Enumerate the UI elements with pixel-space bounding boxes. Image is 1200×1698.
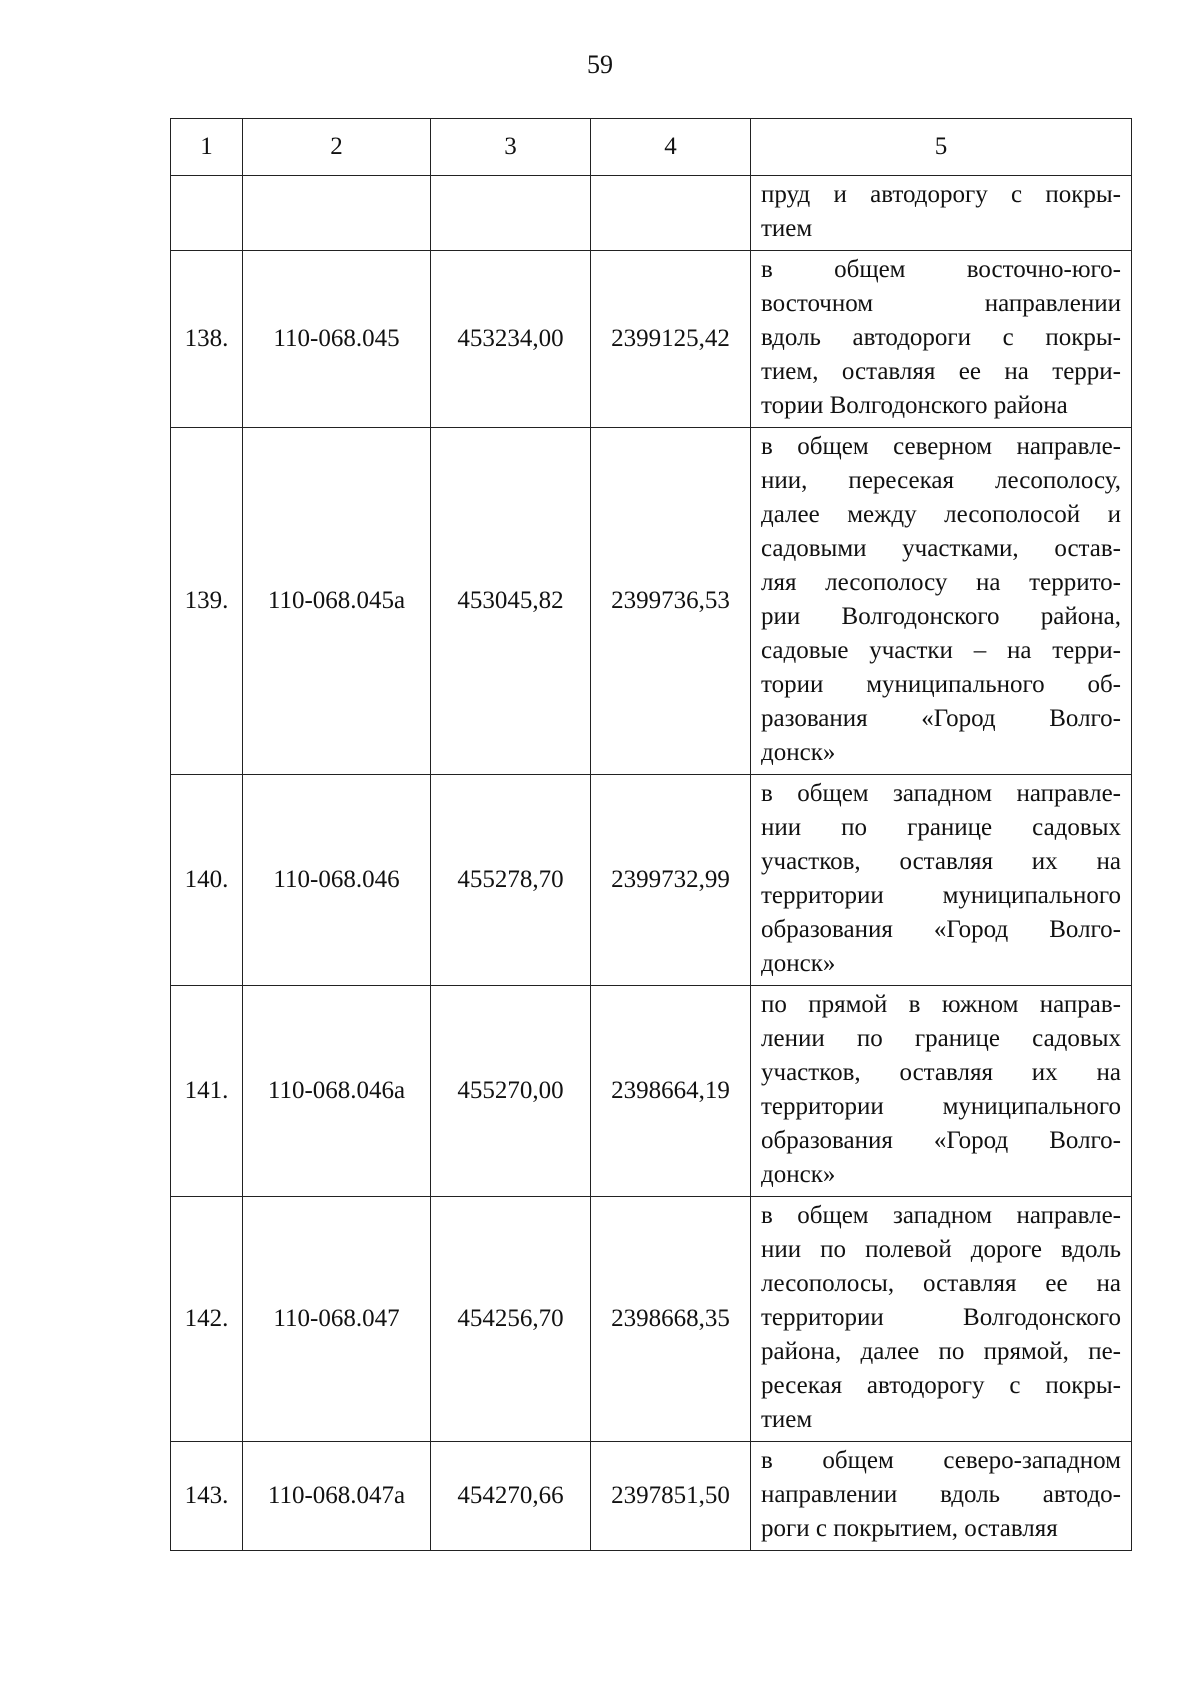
point-number-cell: 139. [171, 428, 243, 775]
point-code-cell: 110-068.047 [243, 1197, 431, 1442]
description-line: в общем западном направле- [761, 780, 1121, 807]
table-header-row [171, 119, 1132, 176]
description-line: вдоль автодороги с покры- [761, 324, 1121, 351]
description-line: лесополосы, оставляя ее на [761, 1270, 1121, 1297]
description-line: садовые участки – на терри- [761, 637, 1121, 664]
description-line: в общем восточно-юго- [761, 256, 1121, 283]
description-line: территории муниципального [761, 882, 1121, 909]
y-coordinate-cell: 2398668,35 [591, 1197, 751, 1442]
description-line: тием, оставляя ее на терри- [761, 358, 1121, 385]
y-coordinate-cell [591, 176, 751, 251]
description-line: донск» [761, 950, 836, 977]
description-line: в общем северо-западном [761, 1447, 1121, 1474]
boundary-points-table [170, 118, 1132, 1551]
point-code-cell: 110-068.045 [243, 251, 431, 428]
description-line: далее между лесополосой и [761, 501, 1121, 528]
description-line: тории Волгодонского района [761, 392, 1068, 419]
y-coordinate-cell: 2399736,53 [591, 428, 751, 775]
point-code-cell: 110-068.047а [243, 1442, 431, 1551]
description-line: садовыми участками, остав- [761, 535, 1121, 562]
description-line: участков, оставляя их на [761, 1059, 1121, 1086]
point-number-cell: 142. [171, 1197, 243, 1442]
description-line: территории Волгодонского [761, 1304, 1121, 1331]
table-row [171, 428, 1132, 775]
description-line: участков, оставляя их на [761, 848, 1121, 875]
description-line: тием [761, 1406, 813, 1433]
description-line: восточном направлении [761, 290, 1121, 317]
description-line: роги с покрытием, оставляя [761, 1515, 1058, 1542]
point-code-cell: 110-068.046 [243, 775, 431, 986]
point-number-cell [171, 176, 243, 251]
boundary-description-cell [751, 251, 1132, 428]
y-coordinate-cell: 2398664,19 [591, 986, 751, 1197]
column-header-1: 1 [171, 119, 243, 176]
table-row [171, 176, 1132, 251]
description-line: тием [761, 215, 813, 242]
description-line: разования «Город Волго- [761, 705, 1121, 732]
x-coordinate-cell: 454270,66 [431, 1442, 591, 1551]
column-header-5: 5 [751, 119, 1132, 176]
point-code-cell: 110-068.045а [243, 428, 431, 775]
description-line: донск» [761, 739, 836, 766]
description-line: ресекая автодорогу с покры- [761, 1372, 1121, 1399]
table-row [171, 1197, 1132, 1442]
description-line: образования «Город Волго- [761, 1127, 1121, 1154]
boundary-description-cell [751, 986, 1132, 1197]
table-row [171, 1442, 1132, 1551]
point-number-cell: 141. [171, 986, 243, 1197]
description-line: донск» [761, 1161, 836, 1188]
table-row [171, 775, 1132, 986]
description-line: по прямой в южном направ- [761, 991, 1121, 1018]
y-coordinate-cell: 2399125,42 [591, 251, 751, 428]
point-number-cell: 140. [171, 775, 243, 986]
x-coordinate-cell: 454256,70 [431, 1197, 591, 1442]
x-coordinate-cell [431, 176, 591, 251]
boundary-description-cell [751, 1197, 1132, 1442]
column-header-3: 3 [431, 119, 591, 176]
point-number-cell: 138. [171, 251, 243, 428]
description-line: нии, пересекая лесополосу, [761, 467, 1121, 494]
description-line: направлении вдоль автодо- [761, 1481, 1121, 1508]
point-code-cell: 110-068.046а [243, 986, 431, 1197]
boundary-description-cell [751, 176, 1132, 251]
column-header-4: 4 [591, 119, 751, 176]
description-line: территории муниципального [761, 1093, 1121, 1120]
description-line: рии Волгодонского района, [761, 603, 1121, 630]
table-row [171, 251, 1132, 428]
description-line: в общем северном направле- [761, 433, 1121, 460]
x-coordinate-cell: 455270,00 [431, 986, 591, 1197]
description-line: тории муниципального об- [761, 671, 1121, 698]
description-line: района, далее по прямой, пе- [761, 1338, 1121, 1365]
x-coordinate-cell: 453234,00 [431, 251, 591, 428]
description-line: нии по границе садовых [761, 814, 1121, 841]
y-coordinate-cell: 2399732,99 [591, 775, 751, 986]
page-number: 59 [587, 50, 613, 79]
description-line: образования «Город Волго- [761, 916, 1121, 943]
description-line: ляя лесополосу на террито- [761, 569, 1121, 596]
point-number-cell: 143. [171, 1442, 243, 1551]
description-line: лении по границе садовых [761, 1025, 1121, 1052]
boundary-description-cell [751, 1442, 1132, 1551]
description-line: пруд и автодорогу с покры- [761, 181, 1121, 208]
column-header-2: 2 [243, 119, 431, 176]
point-code-cell [243, 176, 431, 251]
y-coordinate-cell: 2397851,50 [591, 1442, 751, 1551]
x-coordinate-cell: 455278,70 [431, 775, 591, 986]
boundary-description-cell [751, 428, 1132, 775]
boundary-description-cell [751, 775, 1132, 986]
x-coordinate-cell: 453045,82 [431, 428, 591, 775]
description-line: в общем западном направле- [761, 1202, 1121, 1229]
table-row [171, 986, 1132, 1197]
description-line: нии по полевой дороге вдоль [761, 1236, 1121, 1263]
